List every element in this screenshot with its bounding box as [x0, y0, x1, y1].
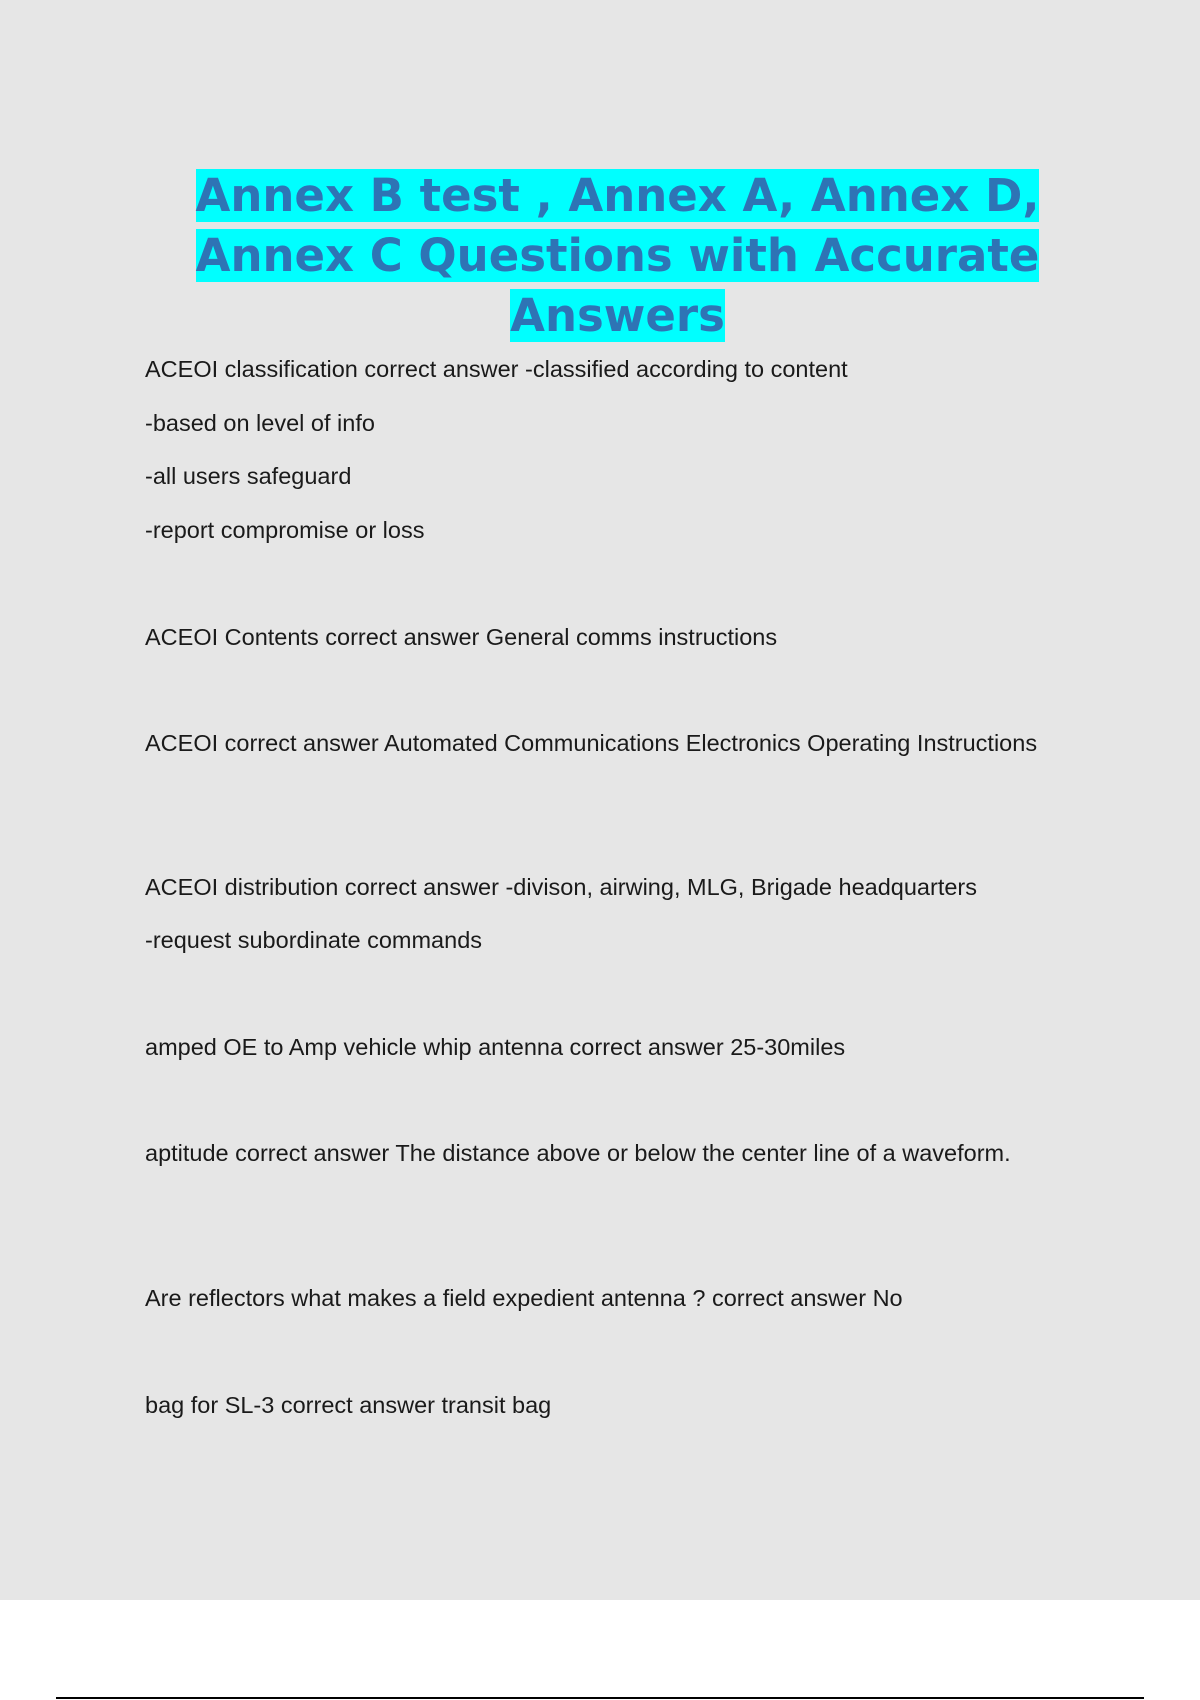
qa-entry: amped OE to Amp vehicle whip antenna correct answer 25-30miles	[145, 1034, 846, 1060]
document-title	[130, 166, 1105, 346]
qa-entry-continuation: -report compromise or loss	[145, 517, 425, 543]
qa-entry: aptitude correct answer The distance above or below the center line of a waveform.	[145, 1140, 1011, 1166]
qa-entry: ACEOI Contents correct answer General comms instructions	[145, 624, 778, 650]
qa-entry: bag for SL-3 correct answer transit bag	[145, 1392, 552, 1418]
qa-entry: ACEOI distribution correct answer -divison, airwing, MLG, Brigade headquarters	[145, 874, 978, 900]
qa-entry-continuation: -request subordinate commands	[145, 927, 483, 953]
title-line-2: Annex C Questions with Accurate	[195, 229, 1040, 282]
footer-divider	[56, 1697, 1144, 1699]
qa-entry: ACEOI classification correct answer -classified according to content	[145, 356, 848, 382]
qa-entry: Are reflectors what makes a field expedient antenna ? correct answer No	[145, 1285, 903, 1311]
qa-entry-continuation: -based on level of info	[145, 410, 375, 436]
qa-entry: ACEOI correct answer Automated Communications Electronics Operating Instructions	[145, 730, 1038, 756]
qa-entry-continuation: -all users safeguard	[145, 463, 352, 489]
title-line-1: Annex B test , Annex A, Annex D,	[195, 169, 1040, 222]
title-line-3: Answers	[510, 289, 725, 342]
